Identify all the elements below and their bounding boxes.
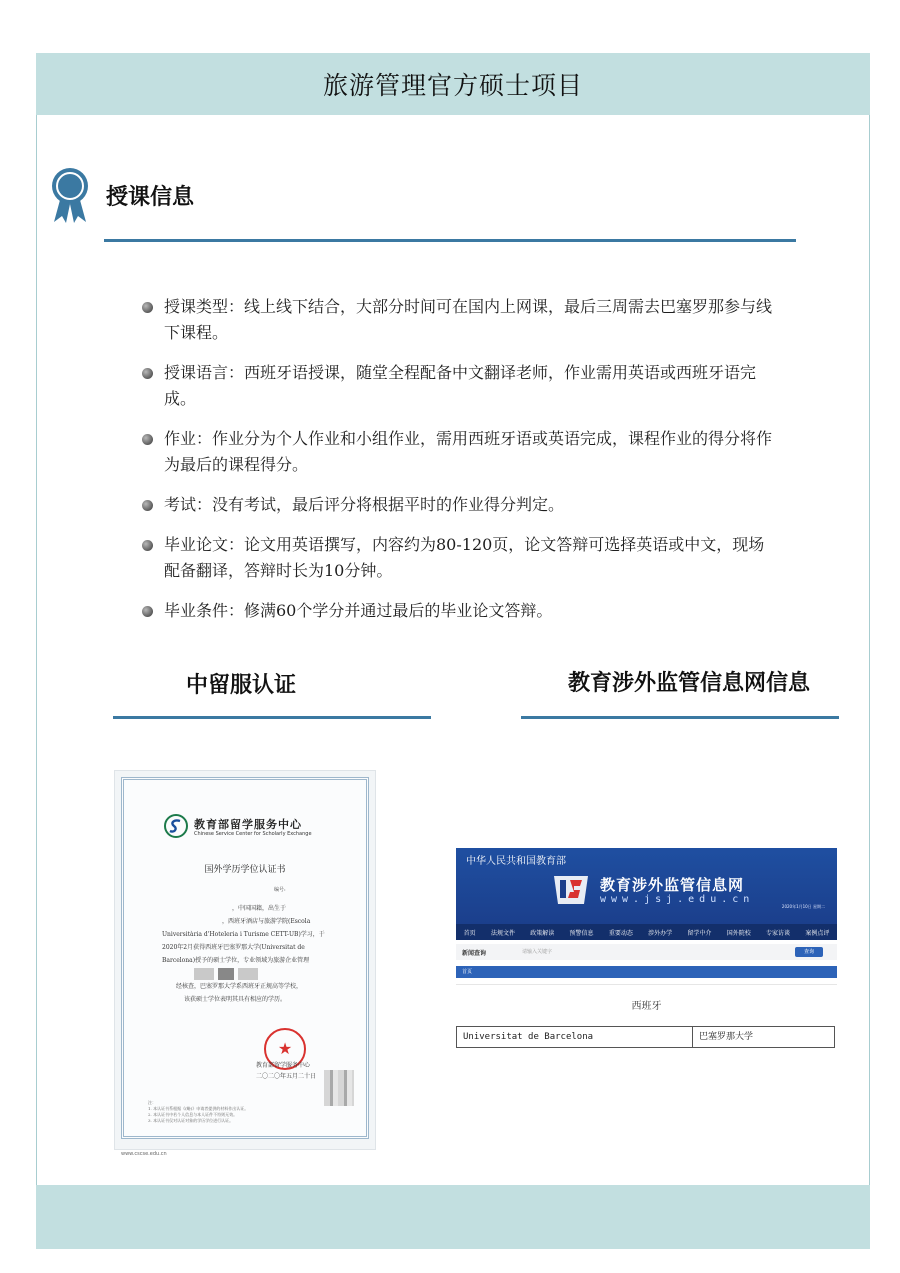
divider [113, 716, 431, 719]
nav-item[interactable]: 政策解读 [530, 929, 555, 937]
nav-item[interactable]: 案例点评 [805, 929, 830, 937]
country-panel [456, 984, 837, 1020]
list-item: 授课语言：西班牙语授课，随堂全程配备中文翻译老师，作业需用英语或西班牙语完成。 [142, 360, 772, 412]
bullet-icon [142, 606, 153, 617]
website-nav [456, 924, 837, 940]
university-name-cn: 巴塞罗那大学 [699, 1032, 754, 1042]
header-banner [36, 53, 870, 115]
list-item: 毕业论文：论文用英语撰写，内容约为80-120页，论文答辩可选择英语或中文，现场配备翻译，答辩时长为10分钟。 [142, 532, 772, 584]
page-title: 旅游管理官方硕士项目 [322, 71, 583, 100]
list-item: 作业：作业分为个人作业和小组作业，需用西班牙语或英语完成，课程作业的得分将作为最后的课程得分。 [142, 426, 772, 478]
certificate-image [114, 770, 376, 1157]
certificate-border [121, 777, 369, 1139]
nav-item[interactable]: 留学中介 [687, 929, 712, 937]
search-input[interactable]: 请输入关键字 [522, 949, 553, 955]
nav-item[interactable]: 预警信息 [569, 929, 594, 937]
site-date: 2020年1月10日 星期二 [781, 904, 825, 909]
breadcrumb: 首页 [456, 966, 837, 978]
nav-item[interactable]: 涉外办学 [648, 929, 673, 937]
section-title-cscse: 中留服认证 [186, 673, 297, 698]
list-item: 授课类型：线上线下结合，大部分时间可在国内上网课，最后三周需去巴塞罗那参与线下课程。 [142, 294, 772, 346]
jsj-logo-icon [550, 870, 592, 910]
certificate-title: 国外学历学位认证书 [204, 865, 286, 875]
section-title-teaching: 授课信息 [106, 185, 195, 210]
footer-banner [36, 1185, 870, 1249]
site-title: 教育涉外监管信息网 [600, 876, 745, 894]
university-name-en: Universitat de Barcelona [457, 1027, 693, 1047]
nav-item[interactable]: 专家访谈 [766, 929, 791, 937]
certificate-number-label: 编号: [274, 887, 286, 893]
divider [104, 239, 796, 242]
certificate-notes: 注： 1. 本认证书系根据《(略)》申请者提供的材料作出认证。 2. 本认证书中若个人信息与本人证件不符则无效。 3. 本认证书仅对认证对象的学历学位进行认证。 [148, 1100, 249, 1123]
nav-item[interactable]: 首页 [463, 929, 476, 937]
certificate-org: 教育部留学服务中心 [194, 818, 302, 831]
redacted-qr-code [324, 1070, 354, 1106]
certificate-footer: 教育部留学服务中心 二〇二〇年五月二十日 [256, 1062, 317, 1080]
search-label: 新闻查询 [462, 950, 487, 957]
bullet-icon [142, 540, 153, 551]
bullet-icon [142, 368, 153, 379]
nav-item[interactable]: 法规文件 [490, 929, 515, 937]
jsj-website-screenshot [456, 848, 837, 1050]
site-url: www.jsj.edu.cn [600, 894, 755, 905]
list-item: 考试：没有考试，最后评分将根据平时的作业得分判定。 [142, 492, 772, 518]
bullet-icon [142, 434, 153, 445]
divider [521, 716, 839, 719]
certificate-body: ，中国国籍，出生于 ，西班牙酒店与旅游学院(Escola Universitària d'Hoteleria i Turisme CETT-UB)学习，于 2020年2月获得西班牙巴塞罗那大学(Universitat de Barcelona)授予的硕士学位，专业领域为旅游企业管理 经核查，巴塞罗那大学系西班牙正规高等学校， 该获硕士学位表明其具有相应的学历。 [162, 902, 350, 1006]
teaching-info-list [142, 294, 772, 638]
certificate-url: www.cscse.edu.cn [121, 1151, 167, 1157]
certificate-org-en: Chinese Service Center for Scholarly Exchange [194, 831, 312, 837]
nav-item[interactable]: 国外院校 [726, 929, 751, 937]
redacted-block [162, 967, 350, 980]
ribbon-award-icon [50, 166, 90, 224]
list-item: 毕业条件：修满60个学分并通过最后的毕业论文答辩。 [142, 598, 772, 624]
cscse-logo-icon [164, 814, 188, 838]
search-button[interactable]: 查询 [795, 947, 823, 957]
website-header [456, 848, 837, 924]
ministry-label: 中华人民共和国教育部 [466, 856, 566, 867]
bullet-icon [142, 302, 153, 313]
country-name: 西班牙 [631, 1001, 662, 1012]
university-table-row [456, 1026, 835, 1048]
official-seal-icon: ★ [264, 1028, 306, 1070]
search-bar [456, 944, 837, 960]
section-title-jsj: 教育涉外监管信息网信息 [568, 671, 811, 696]
bullet-icon [142, 500, 153, 511]
nav-item[interactable]: 重要动态 [608, 929, 633, 937]
